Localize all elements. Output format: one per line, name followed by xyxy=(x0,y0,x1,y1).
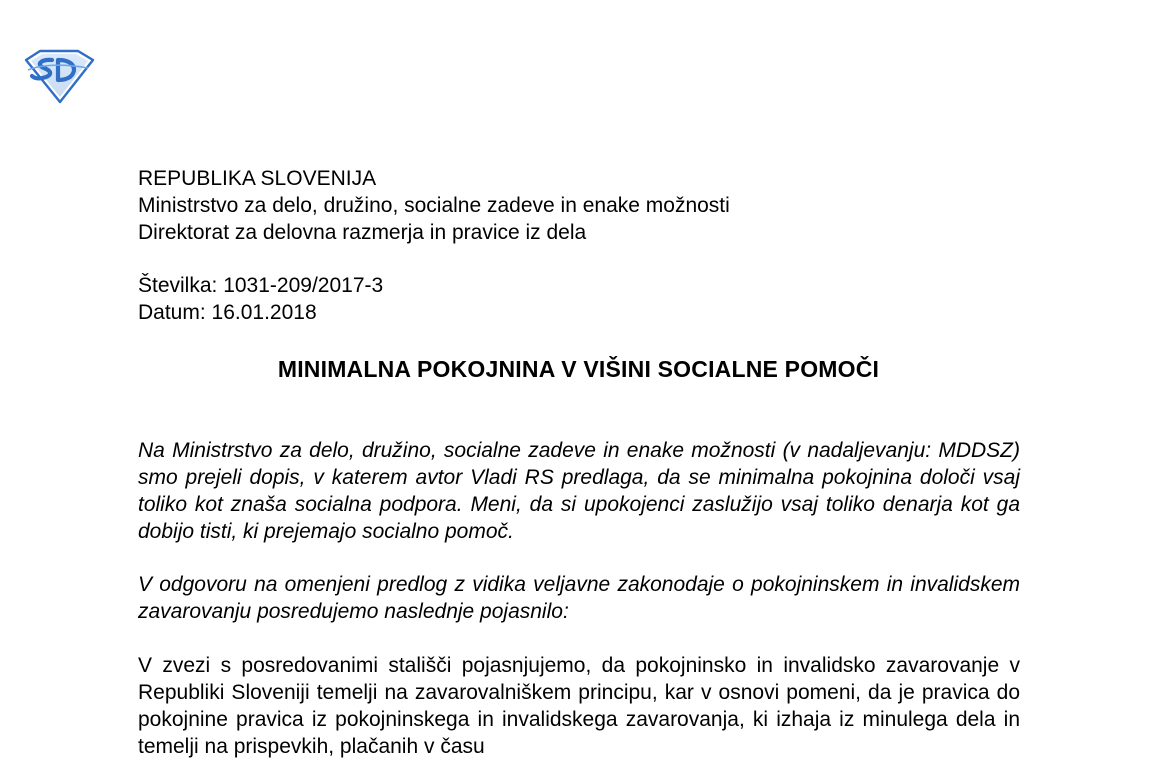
document-title: MINIMALNA POKOJNINA V VIŠINI SOCIALNE POMOČI xyxy=(277,356,880,382)
directorate-name: Direktorat za delovna razmerja in pravice iz dela xyxy=(138,221,587,244)
country-name: REPUBLIKA SLOVENIJA xyxy=(138,167,377,190)
paragraph-response: V odgovoru na omenjeni predlog z vidika veljavne zakonodaje o pokojninskem in invalidskem zavarovanju posredujemo naslednje pojasnilo: xyxy=(138,573,1020,623)
ministry-name: Ministrstvo za delo, družino, socialne zadeve in enake možnosti xyxy=(138,194,730,217)
paragraph-explanation: V zvezi s posredovanimi stališči pojasnjujemo, da pokojninsko in invalidsko zavarovanje v Republiki Sloveniji temelji na zavarovalniškem principu, kar v osnovi pomeni, da je pravica do pokojnine pravica iz pokojninskega in invalidskega zavarovanja, ki izhaja iz minulega dela in temelji na prispevkih, plačanih v času xyxy=(138,654,1020,758)
document-date: Datum: 16.01.2018 xyxy=(138,301,317,324)
document-meta xyxy=(138,272,383,326)
paragraph-intro: Na Ministrstvo za delo, družino, socialne zadeve in enake možnosti (v nadaljevanju: MDDSZ) smo prejeli dopis, v katerem avtor Vladi RS predlaga, da se minimalna pokojnina določi vsaj toliko kot znaša socialna podpora. Meni, da si upokojenci zaslužijo vsaj toliko denarja kot ga dobijo tisti, ki prejemajo socialno pomoč. xyxy=(138,439,1020,543)
sd-logo-icon xyxy=(22,48,96,104)
document-number: Številka: 1031-209/2017-3 xyxy=(138,274,384,297)
sender-header xyxy=(138,165,730,246)
